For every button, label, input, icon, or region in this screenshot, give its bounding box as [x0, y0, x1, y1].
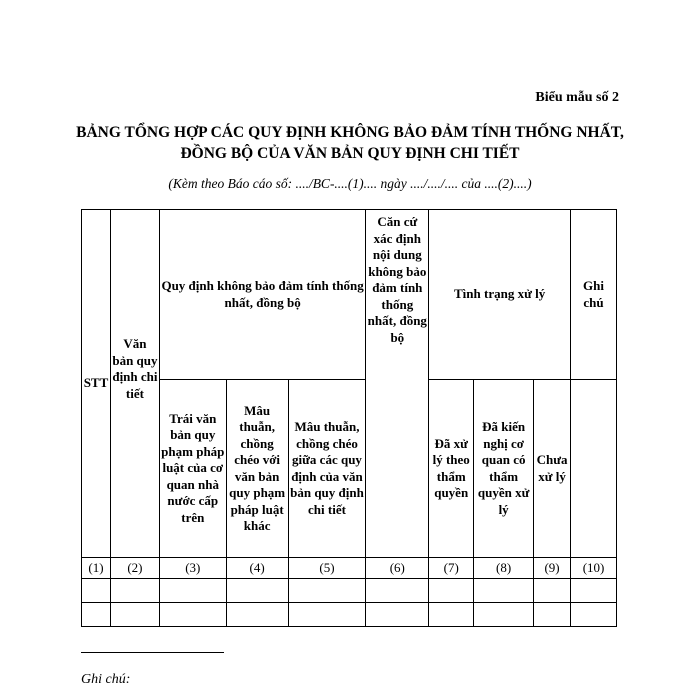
col-number: (5) — [288, 558, 366, 579]
table-cell — [226, 603, 288, 627]
header-quy-dinh-group: Quy định không bảo đảm tính thống nhất, đồng bộ — [159, 210, 366, 380]
table-cell — [288, 579, 366, 603]
title-line-2: ĐỒNG BỘ CỦA VĂN BẢN QUY ĐỊNH CHI TIẾT — [180, 145, 520, 162]
subheader-da-xu-ly: Đã xử lý theo thẩm quyền — [429, 380, 474, 558]
subheader-trai-van-ban: Trái văn bản quy phạm pháp luật của cơ quan nhà nước cấp trên — [159, 380, 226, 558]
table-cell — [159, 603, 226, 627]
note-label: Ghi chú: — [81, 672, 131, 687]
table-cell — [366, 579, 429, 603]
subheader-chua-xu-ly: Chưa xử lý — [534, 380, 571, 558]
subheader-da-kien-nghi: Đã kiến nghị cơ quan có thẩm quyền xử lý — [474, 380, 534, 558]
document-subtitle: (Kèm theo Báo cáo số: ..../BC-....(1).... ngày ..../..../.... của ....(2)....) — [168, 176, 532, 191]
table-cell — [366, 603, 429, 627]
header-tinh-trang-group: Tình trạng xử lý — [429, 210, 571, 380]
col-number: (10) — [571, 558, 617, 579]
subheader-mau-thuan-khac: Mâu thuẫn, chồng chéo với văn bản quy phạm pháp luật khác — [226, 380, 288, 558]
table-cell — [474, 579, 534, 603]
header-van-ban: Văn bản quy định chi tiết — [110, 210, 159, 558]
col-number: (4) — [226, 558, 288, 579]
form-number: Biểu mẫu số 2 — [535, 90, 619, 105]
subheader-ghi-chu-empty — [571, 380, 617, 558]
column-number-row — [82, 558, 617, 579]
divider-line — [81, 652, 224, 653]
summary-table — [81, 209, 617, 627]
col-number: (7) — [429, 558, 474, 579]
col-number: (3) — [159, 558, 226, 579]
col-number: (2) — [110, 558, 159, 579]
col-number: (8) — [474, 558, 534, 579]
col-number: (6) — [366, 558, 429, 579]
col-number: (1) — [82, 558, 111, 579]
document-title — [0, 122, 700, 164]
table-cell — [571, 603, 617, 627]
table-cell — [110, 603, 159, 627]
header-stt: STT — [82, 210, 111, 558]
table-row — [82, 603, 617, 627]
title-line-1: BẢNG TỔNG HỢP CÁC QUY ĐỊNH KHÔNG BẢO ĐẢM TÍNH THỐNG NHẤT, — [76, 124, 624, 141]
subheader-mau-thuan-giua: Mâu thuẫn, chồng chéo giữa các quy định của văn bản quy định chi tiết — [288, 380, 366, 558]
table-cell — [288, 603, 366, 627]
col-number: (9) — [534, 558, 571, 579]
table-cell — [110, 579, 159, 603]
table-cell — [534, 579, 571, 603]
header-ghi-chu: Ghi chú — [571, 210, 617, 380]
table-cell — [474, 603, 534, 627]
table-cell — [571, 579, 617, 603]
table-cell — [429, 579, 474, 603]
table-row — [82, 579, 617, 603]
table-cell — [534, 603, 571, 627]
table-cell — [429, 603, 474, 627]
table-cell — [159, 579, 226, 603]
table-cell — [82, 603, 111, 627]
table-cell — [226, 579, 288, 603]
header-can-cu: Căn cứ xác định nội dung không bảo đảm tính thống nhất, đồng bộ — [366, 210, 429, 558]
table-cell — [82, 579, 111, 603]
